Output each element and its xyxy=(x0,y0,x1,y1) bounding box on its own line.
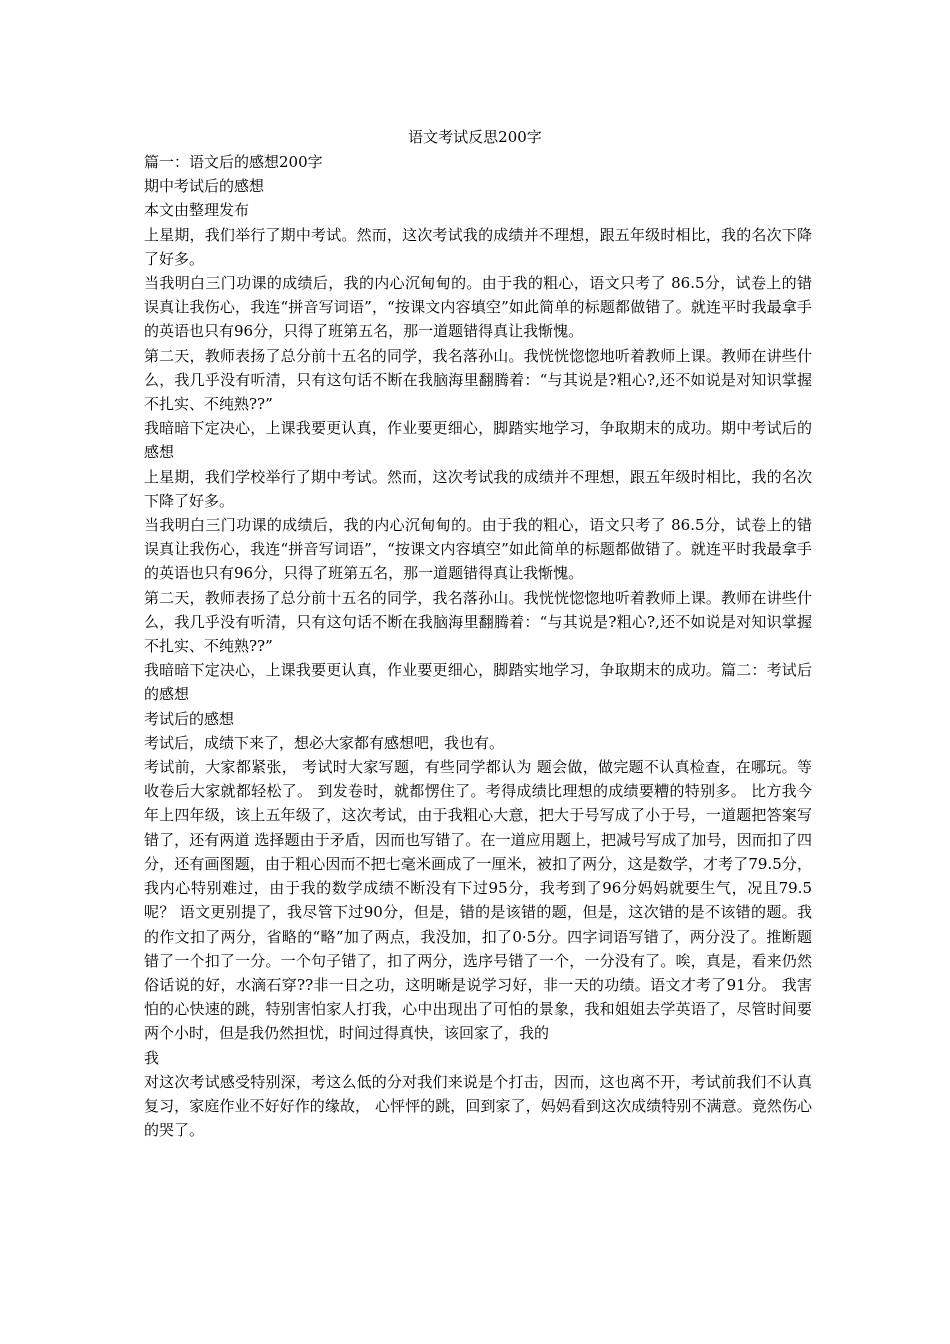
document-title: 语文考试反思200字 xyxy=(408,128,542,146)
paragraph: 对这次考试感受特别深，考这么低的分对我们来说是个打击，因而，这也离不开，考试前我们不认真复习，家庭作业不好好作的缘故， 心怦怦的跳，回到家了，妈妈看到这次成绩特别不满意。竟然伤心的哭了。 xyxy=(144,1072,812,1140)
paragraph: 考试前，大家都紧张， 考试时大家写题，有些同学都认为 题会做，做完题不认真检查，在哪玩。等收卷后大家就都轻松了。 到发卷时，就都愣住了。考得成绩比理想的成绩要糟的特别多。 比方我今年上四年级，该上五年级了，这次考试，由于我粗心大意，把大于号写成了小于号，一道题把答案写错了，还有两道 选择题由于矛盾，因而也写错了。在一道应用题上，把减号写成了加号，因而扣了四分，还有画图题，由于粗心因而不把七毫米画成了一厘米，被扣了两分，这是数学，才考了79.5分，我内心特别难过，由于我的数学成绩不断没有下过95分，我考到了96分妈妈就要生气，况且79.5呢？ 语文更别提了，我尽管下过90分，但是，错的是该错的题，但是，这次错的是不该错的题。我的作文扣了两分，省略的“略”加了两点，我没加，扣了0·5分。四字词语写错了，两分没了。推断题错了一个扣了一分。一个句子错了，扣了两分，选序号错了一个，一分没有了。唉，真是，看来仍然俗话说的好，水滴石穿??非一日之功，这明晰是说学习好，非一天的功绩。语文才考了91分。 我害怕的心快速的跳，特别害怕家人打我，心中出现出了可怕的景象，我和姐姐去学英语了，尽管时间要两个小时，但是我仍然担忧，时间过得真快，该回家了，我的 xyxy=(144,758,812,1043)
paragraph: 我 xyxy=(144,1048,160,1067)
paragraph: 上星期，我们学校举行了期中考试。然而，这次考试我的成绩并不理想，跟五年级时相比，我的名次下降了好多。 xyxy=(144,467,812,510)
paragraph: 本文由整理发布 xyxy=(144,201,250,220)
paragraph: 我暗暗下定决心，上课我要更认真，作业要更细心，脚踏实地学习，争取期末的成功。期中考试后的感想 xyxy=(144,419,812,462)
paragraph: 我暗暗下定决心，上课我要更认真，作业要更细心，脚踏实地学习，争取期末的成功。篇二：考试后的感想 xyxy=(144,661,812,704)
paragraph: 第二天，教师表扬了总分前十五名的同学，我名落孙山。我恍恍惚惚地听着教师上课。教师在讲些什么，我几乎没有听清，只有这句话不断在我脑海里翻腾着：“与其说是?粗心?,还不如说是对知识掌握不扎实、不纯熟??” xyxy=(144,346,812,414)
paragraph: 上星期，我们举行了期中考试。然而，这次考试我的成绩并不理想，跟五年级时相比，我的名次下降了好多。 xyxy=(144,225,812,268)
paragraph: 期中考试后的感想 xyxy=(144,177,265,196)
paragraph: 考试后的感想 xyxy=(144,709,235,728)
paragraph: 考试后，成绩下来了，想必大家都有感想吧，我也有。 xyxy=(144,733,505,752)
paragraph: 第二天，教师表扬了总分前十五名的同学，我名落孙山。我恍恍惚惚地听着教师上课。教师在讲些什么，我几乎没有听清，只有这句话不断在我脑海里翻腾着：“与其说是?粗心?,还不如说是对知识掌握不扎实、不纯熟??” xyxy=(144,588,812,656)
paragraph: 当我明白三门功课的成绩后，我的内心沉甸甸的。由于我的粗心，语文只考了 86.5分，试卷上的错误真让我伤心，我连“拼音写词语”，“按课文内容填空”如此简单的标题都做错了。就连平时我最拿手的英语也只有96分，只得了班第五名，那一道题错得真让我惭愧。 xyxy=(144,274,812,341)
document-body xyxy=(144,150,812,1142)
paragraph: 当我明白三门功课的成绩后，我的内心沉甸甸的。由于我的粗心，语文只考了 86.5分，试卷上的错误真让我伤心，我连“拼音写词语”，“按课文内容填空”如此简单的标题都做错了。就连平时我最拿手的英语也只有96分，只得了班第五名，那一道题错得真让我惭愧。 xyxy=(144,516,812,583)
paragraph: 篇一：语文后的感想200字 xyxy=(144,153,323,171)
